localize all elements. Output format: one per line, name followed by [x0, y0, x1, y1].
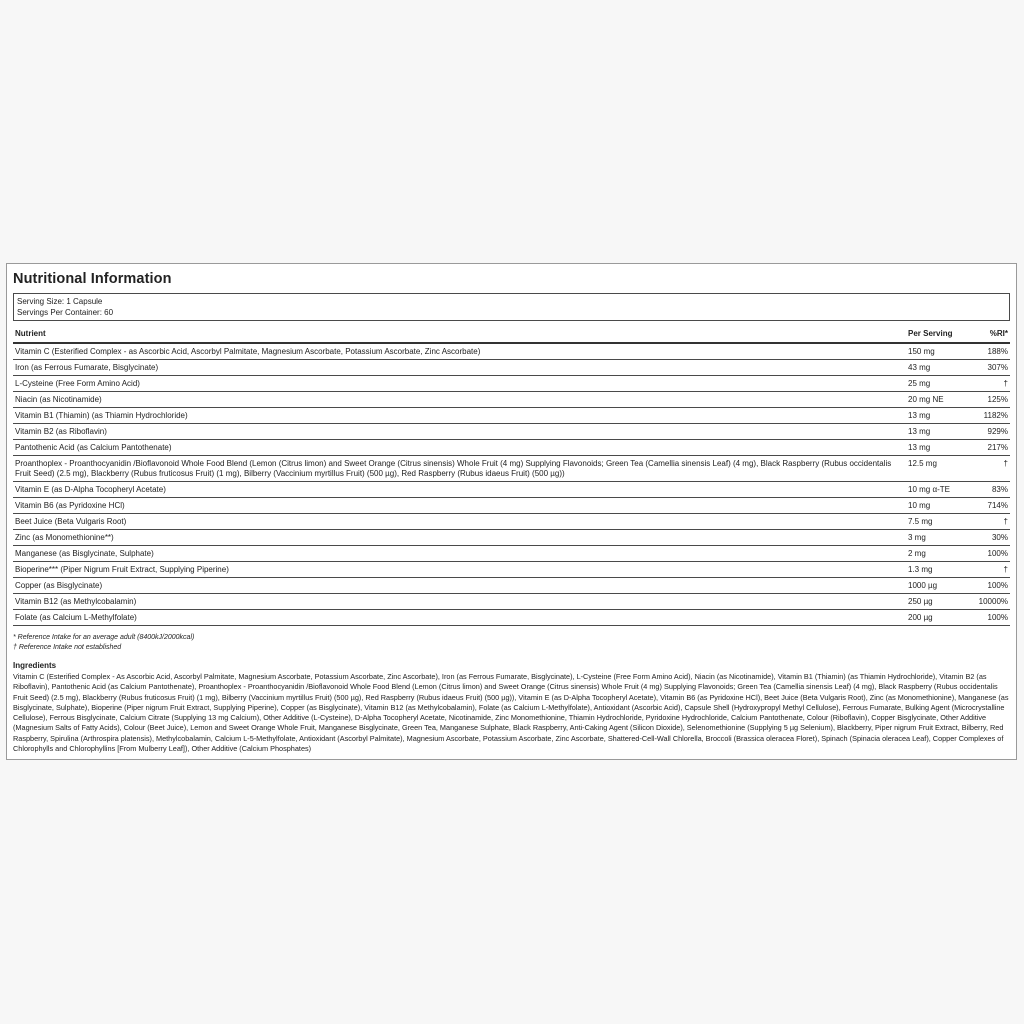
- ri-value: †: [968, 514, 1010, 530]
- per-serving-value: 7.5 mg: [906, 514, 968, 530]
- table-row: [13, 424, 1010, 440]
- nutrition-panel: [6, 263, 1017, 760]
- nutrient-name: Vitamin C (Esterified Complex - as Ascorbic Acid, Ascorbyl Palmitate, Magnesium Ascorbate, Potassium Ascorbate, Zinc Ascorbate): [13, 343, 906, 360]
- per-serving-value: 20 mg NE: [906, 392, 968, 408]
- ingredients-title: Ingredients: [13, 661, 57, 670]
- nutrient-name: Vitamin B2 (as Riboflavin): [13, 424, 906, 440]
- ri-value: 100%: [968, 610, 1010, 626]
- ri-value: 83%: [968, 482, 1010, 498]
- nutrient-name: Vitamin E (as D-Alpha Tocopheryl Acetate): [13, 482, 906, 498]
- table-row: [13, 578, 1010, 594]
- ri-value: 10000%: [968, 594, 1010, 610]
- nutrient-table: [13, 327, 1010, 626]
- table-row: [13, 376, 1010, 392]
- table-row: [13, 498, 1010, 514]
- serving-size: Serving Size: 1 Capsule: [17, 297, 103, 306]
- per-serving-value: 12.5 mg: [906, 456, 968, 482]
- nutrient-name: Zinc (as Monomethionine**): [13, 530, 906, 546]
- table-row: [13, 392, 1010, 408]
- nutrient-rows: [13, 343, 1010, 626]
- per-serving-value: 13 mg: [906, 440, 968, 456]
- ri-value: 125%: [968, 392, 1010, 408]
- nutrient-name: L-Cysteine (Free Form Amino Acid): [13, 376, 906, 392]
- ri-value: 217%: [968, 440, 1010, 456]
- table-row: [13, 456, 1010, 482]
- per-serving-value: 43 mg: [906, 360, 968, 376]
- nutrient-name: Folate (as Calcium L-Methylfolate): [13, 610, 906, 626]
- table-row: [13, 530, 1010, 546]
- footnote-reference-intake: * Reference Intake for an average adult (8400kJ/2000kcal): [13, 634, 195, 641]
- table-row: [13, 610, 1010, 626]
- nutrient-name: Proanthoplex - Proanthocyanidin /Bioflavonoid Whole Food Blend (Lemon (Citrus limon) and Sweet Orange (Citrus sinensis) Whole Fruit (4 mg) Supplying Flavonoids; Green Tea (Camellia sinensis Leaf) (4 mg), Black Raspberry (Rubus occidentalis Fruit Seed) (2.5 mg), Blackberry (Rubus fruticosus Fruit) (1 mg), Bilberry (Vaccinium myrtillus Fruit) (500 µg), Red Raspberry (Rubus idaeus Fruit) (500 µg)): [13, 456, 906, 482]
- nutrient-name: Pantothenic Acid (as Calcium Pantothenate): [13, 440, 906, 456]
- per-serving-value: 13 mg: [906, 408, 968, 424]
- ri-value: 30%: [968, 530, 1010, 546]
- nutrient-name: Vitamin B12 (as Methylcobalamin): [13, 594, 906, 610]
- header-nutrient: Nutrient: [13, 327, 906, 343]
- table-row: [13, 360, 1010, 376]
- per-serving-value: 200 µg: [906, 610, 968, 626]
- nutrient-name: Bioperine*** (Piper Nigrum Fruit Extract, Supplying Piperine): [13, 562, 906, 578]
- nutrient-name: Niacin (as Nicotinamide): [13, 392, 906, 408]
- table-header-row: [13, 327, 1010, 343]
- ingredients-text: Vitamin C (Esterified Complex - As Ascorbic Acid, Ascorbyl Palmitate, Magnesium Ascorbate, Potassium Ascorbate, Zinc Ascorbate), Iron (as Ferrous Fumarate, Bisglycinate), L-Cysteine (Free Form Amino Acid), Niacin (as Nicotinamide), Vitamin B1 (Thiamin) (as Thiamin Hydrochloride), Vitamin B2 (as Riboflavin), Pantothenic Acid (as Calcium Pantothenate), Proanthoplex - Proanthocyanidin /Bioflavonoid Whole Food Blend (Lemon (Citrus limon) and Sweet Orange (Citrus sinensis) Whole Fruit (4 mg) Supplying Flavonoids; Green Tea (Camellia sinensis Leaf) (4 mg), Black Raspberry (Rubus occidentalis Fruit Seed) (2.5 mg), Blackberry (Rubus fruticosus Fruit) (1 mg), Bilberry (Vaccinium myrtillus Fruit) (500 µg), Red Raspberry (Rubus idaeus Fruit) (500 µg)), Vitamin E (as D-Alpha Tocopheryl Acetate), Vitamin B6 (as Pyridoxine HCl), Beet Juice (Beta Vulgaris Root), Zinc (as Monomethionine), Manganese (as Bisglycinate, Sulphate), Bioperine (Piper nigrum Fruit Extract, Supplying Piperine), Copper (as Bisglycinate), Vitamin B12 (as Methylcobalamin), Folate (as Calcium L-Methylfolate), Antioxidant (Ascorbic Acid), Capsule Shell (Hydroxypropyl Methyl Cellulose), Ferrous Fumarate, Bulking Agent (Microcrystalline Cellulose), Ferrous Bisglycinate, Calcium Citrate (Supplying 13 mg Calcium), Other Additive (L-Cysteine), D-Alpha Tocopheryl Acetate, Nicotinamide, Zinc Monomethionine, Thiamin Hydrochloride, Pyridoxine Hydrochloride, Calcium Pantothenate, Colour (Riboflavin), Copper Bisglycinate, Other Additive (Magnesium Salts of Fatty Acids), Colour (Beet Juice), Lemon and Sweet Orange Whole Fruit, Manganese Bisglycinate, Green Tea, Manganese Sulphate, Black Raspberry, Anti-Caking Agent (Silicon Dioxide), Selenomethionine (Supplying 5 µg Selenium), Blackberry, Piper nigrum Fruit Extract, Bilberry, Red Raspberry, Spirulina (Arthrospira platensis), Methylcobalamin, Calcium L-5-Methylfolate, Antioxidant (Ascorbyl Palmitate), Magnesium Ascorbate, Potassium Ascorbate, Zinc Ascorbate, Shattered-Cell-Wall Chlorella, Broccoli (Brassica oleracea Floret), Spinach (Spinacia oleracea Leaf), Copper Complexes of Chlorophylls and Chlorophyllins [From Mulberry Leaf]), Other Additive (Calcium Phosphates): [13, 672, 1009, 754]
- servings-per-container: Servings Per Container: 60: [17, 307, 114, 317]
- ri-value: 100%: [968, 546, 1010, 562]
- ri-value: 188%: [968, 343, 1010, 360]
- per-serving-value: 2 mg: [906, 546, 968, 562]
- ri-value: 100%: [968, 578, 1010, 594]
- nutrient-name: Vitamin B6 (as Pyridoxine HCl): [13, 498, 906, 514]
- nutrient-name: Manganese (as Bisglycinate, Sulphate): [13, 546, 906, 562]
- per-serving-value: 13 mg: [906, 424, 968, 440]
- serving-info-box: [13, 293, 1010, 321]
- table-row: [13, 440, 1010, 456]
- ri-value: 307%: [968, 360, 1010, 376]
- footnote-not-established: † Reference Intake not established: [13, 643, 122, 651]
- nutrient-name: Vitamin B1 (Thiamin) (as Thiamin Hydrochloride): [13, 408, 906, 424]
- table-row: [13, 343, 1010, 360]
- table-row: [13, 408, 1010, 424]
- header-per-serving: Per Serving: [906, 327, 968, 343]
- ri-value: †: [968, 562, 1010, 578]
- nutrient-name: Copper (as Bisglycinate): [13, 578, 906, 594]
- table-row: [13, 546, 1010, 562]
- ri-value: †: [968, 456, 1010, 482]
- per-serving-value: 1.3 mg: [906, 562, 968, 578]
- footnotes: [13, 633, 1010, 652]
- ri-value: †: [968, 376, 1010, 392]
- per-serving-value: 250 µg: [906, 594, 968, 610]
- nutrient-name: Beet Juice (Beta Vulgaris Root): [13, 514, 906, 530]
- table-row: [13, 594, 1010, 610]
- table-row: [13, 482, 1010, 498]
- per-serving-value: 150 mg: [906, 343, 968, 360]
- nutrient-name: Iron (as Ferrous Fumarate, Bisglycinate): [13, 360, 906, 376]
- per-serving-value: 1000 µg: [906, 578, 968, 594]
- per-serving-value: 10 mg: [906, 498, 968, 514]
- per-serving-value: 25 mg: [906, 376, 968, 392]
- ri-value: 1182%: [968, 408, 1010, 424]
- ri-value: 714%: [968, 498, 1010, 514]
- table-row: [13, 514, 1010, 530]
- per-serving-value: 10 mg α-TE: [906, 482, 968, 498]
- per-serving-value: 3 mg: [906, 530, 968, 546]
- panel-title: Nutritional Information: [13, 271, 172, 287]
- table-row: [13, 562, 1010, 578]
- header-ri: %RI*: [968, 327, 1010, 343]
- ri-value: 929%: [968, 424, 1010, 440]
